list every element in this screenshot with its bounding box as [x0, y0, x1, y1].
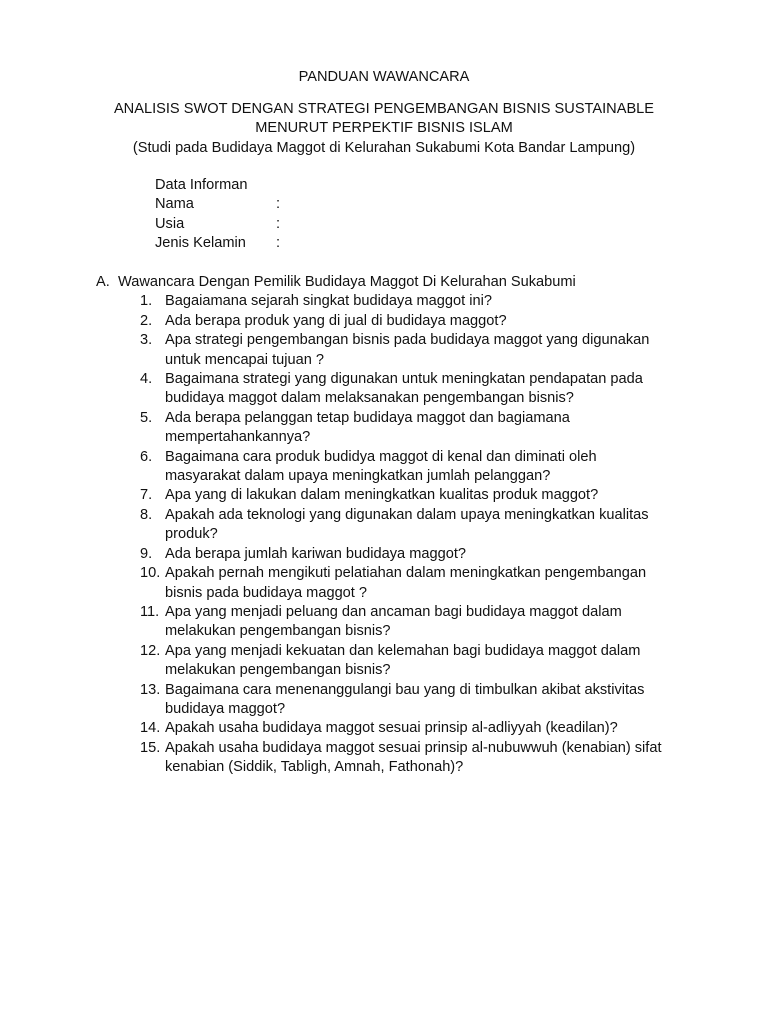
question-text-line: Bagaiamana sejarah singkat budidaya maggot ini?: [165, 293, 492, 310]
question-item: [96, 409, 716, 448]
question-text-line: bisnis pada budidaya maggot ?: [165, 584, 368, 601]
field-colon: :: [276, 196, 281, 213]
question-text-line: Bagaimana strategi yang digunakan untuk meningkatan pendapatan pada: [165, 371, 643, 388]
question-text-line: Ada berapa pelanggan tetap budidaya maggot dan bagiamana: [165, 409, 570, 426]
question-text-line: mempertahankannya?: [165, 429, 311, 446]
question-text-line: Apakah usaha budidaya maggot sesuai prinsip al-adliyyah (keadilan)?: [165, 720, 618, 737]
field-colon: :: [276, 215, 281, 232]
question-text-line: budidaya maggot dalam melaksanakan pengembangan bisnis?: [165, 390, 574, 407]
document-main-heading-line2: MENURUT PERPEKTIF BISNIS ISLAM: [255, 120, 513, 136]
informant-data: [155, 176, 280, 254]
question-number: 15.: [140, 739, 161, 756]
question-number: 9.: [140, 545, 153, 562]
question-number: 3.: [140, 332, 153, 349]
question-item: [96, 603, 716, 642]
document-main-heading: ANALISIS SWOT DENGAN STRATEGI PENGEMBANGAN BISNIS SUSTAINABLE: [113, 101, 655, 117]
question-text-line: masyarakat dalam upaya meningkatkan jumlah pelanggan?: [165, 468, 551, 485]
question-number: 8.: [140, 506, 153, 523]
question-text-line: Bagaimana cara produk budidya maggot di kenal dan diminati oleh: [165, 448, 597, 465]
informant-field-gender: [155, 234, 280, 253]
question-item: [96, 545, 716, 564]
question-item: [96, 292, 716, 311]
document-title: PANDUAN WAWANCARA: [298, 69, 470, 85]
question-number: 4.: [140, 371, 153, 388]
field-label: Usia: [155, 215, 185, 232]
question-list: [96, 292, 716, 777]
question-text-line: untuk mencapai tujuan ?: [165, 351, 325, 368]
field-label: Nama: [155, 196, 194, 213]
question-text-line: kenabian (Siddik, Tabligh, Amnah, Fathonah)?: [165, 759, 464, 776]
informant-field-name: [155, 195, 280, 214]
question-item: [96, 370, 716, 409]
question-text-line: produk?: [165, 526, 218, 543]
question-number: 11.: [140, 603, 160, 620]
section-title: Wawancara Dengan Pemilik Budidaya Maggot Di Kelurahan Sukabumi: [118, 274, 576, 290]
question-item: [96, 331, 716, 370]
question-text-line: melakukan pengembangan bisnis?: [165, 623, 391, 640]
question-item: [96, 681, 716, 720]
question-item: [96, 448, 716, 487]
question-text-line: Apa yang di lakukan dalam meningkatkan kualitas produk maggot?: [165, 487, 599, 504]
question-item: [96, 739, 716, 778]
question-number: 6.: [140, 448, 153, 465]
question-text-line: budidaya maggot?: [165, 700, 286, 717]
question-number: 10.: [140, 565, 161, 582]
question-item: [96, 564, 716, 603]
informant-field-age: [155, 215, 280, 234]
question-text-line: Apa strategi pengembangan bisnis pada budidaya maggot yang digunakan: [165, 332, 650, 349]
question-item: [96, 642, 716, 681]
document-subtitle: (Studi pada Budidaya Maggot di Kelurahan Sukabumi Kota Bandar Lampung): [132, 140, 636, 156]
question-item: [96, 486, 716, 505]
field-colon: :: [276, 235, 281, 252]
question-text-line: Bagaimana cara menenanggulangi bau yang di timbulkan akibat akstivitas: [165, 681, 645, 698]
field-label: Jenis Kelamin: [155, 235, 246, 252]
question-number: 2.: [140, 312, 153, 329]
question-number: 1.: [140, 293, 153, 310]
question-item: [96, 719, 716, 738]
question-text-line: Ada berapa produk yang di jual di budidaya maggot?: [165, 312, 507, 329]
question-text-line: Ada berapa jumlah kariwan budidaya maggot?: [165, 545, 466, 562]
question-text-line: melakukan pengembangan bisnis?: [165, 662, 391, 679]
question-item: [96, 312, 716, 331]
section-letter: A.: [96, 274, 110, 290]
question-item: [96, 506, 716, 545]
question-number: 5.: [140, 409, 153, 426]
question-number: 12.: [140, 642, 161, 659]
question-text-line: Apa yang menjadi kekuatan dan kelemahan bagi budidaya maggot dalam: [165, 642, 641, 659]
question-text-line: Apakah ada teknologi yang digunakan dalam upaya meningkatkan kualitas: [165, 506, 649, 523]
section-a: [96, 273, 716, 778]
question-number: 13.: [140, 681, 161, 698]
section-heading: [96, 273, 716, 292]
question-text-line: Apa yang menjadi peluang dan ancaman bagi budidaya maggot dalam: [165, 603, 622, 620]
informant-heading: Data Informan: [155, 177, 248, 193]
question-text-line: Apakah pernah mengikuti pelatiahan dalam meningkatkan pengembangan: [165, 565, 647, 582]
question-number: 14.: [140, 720, 161, 737]
question-number: 7.: [140, 487, 153, 504]
question-text-line: Apakah usaha budidaya maggot sesuai prinsip al-nubuwwuh (kenabian) sifat: [165, 739, 662, 756]
